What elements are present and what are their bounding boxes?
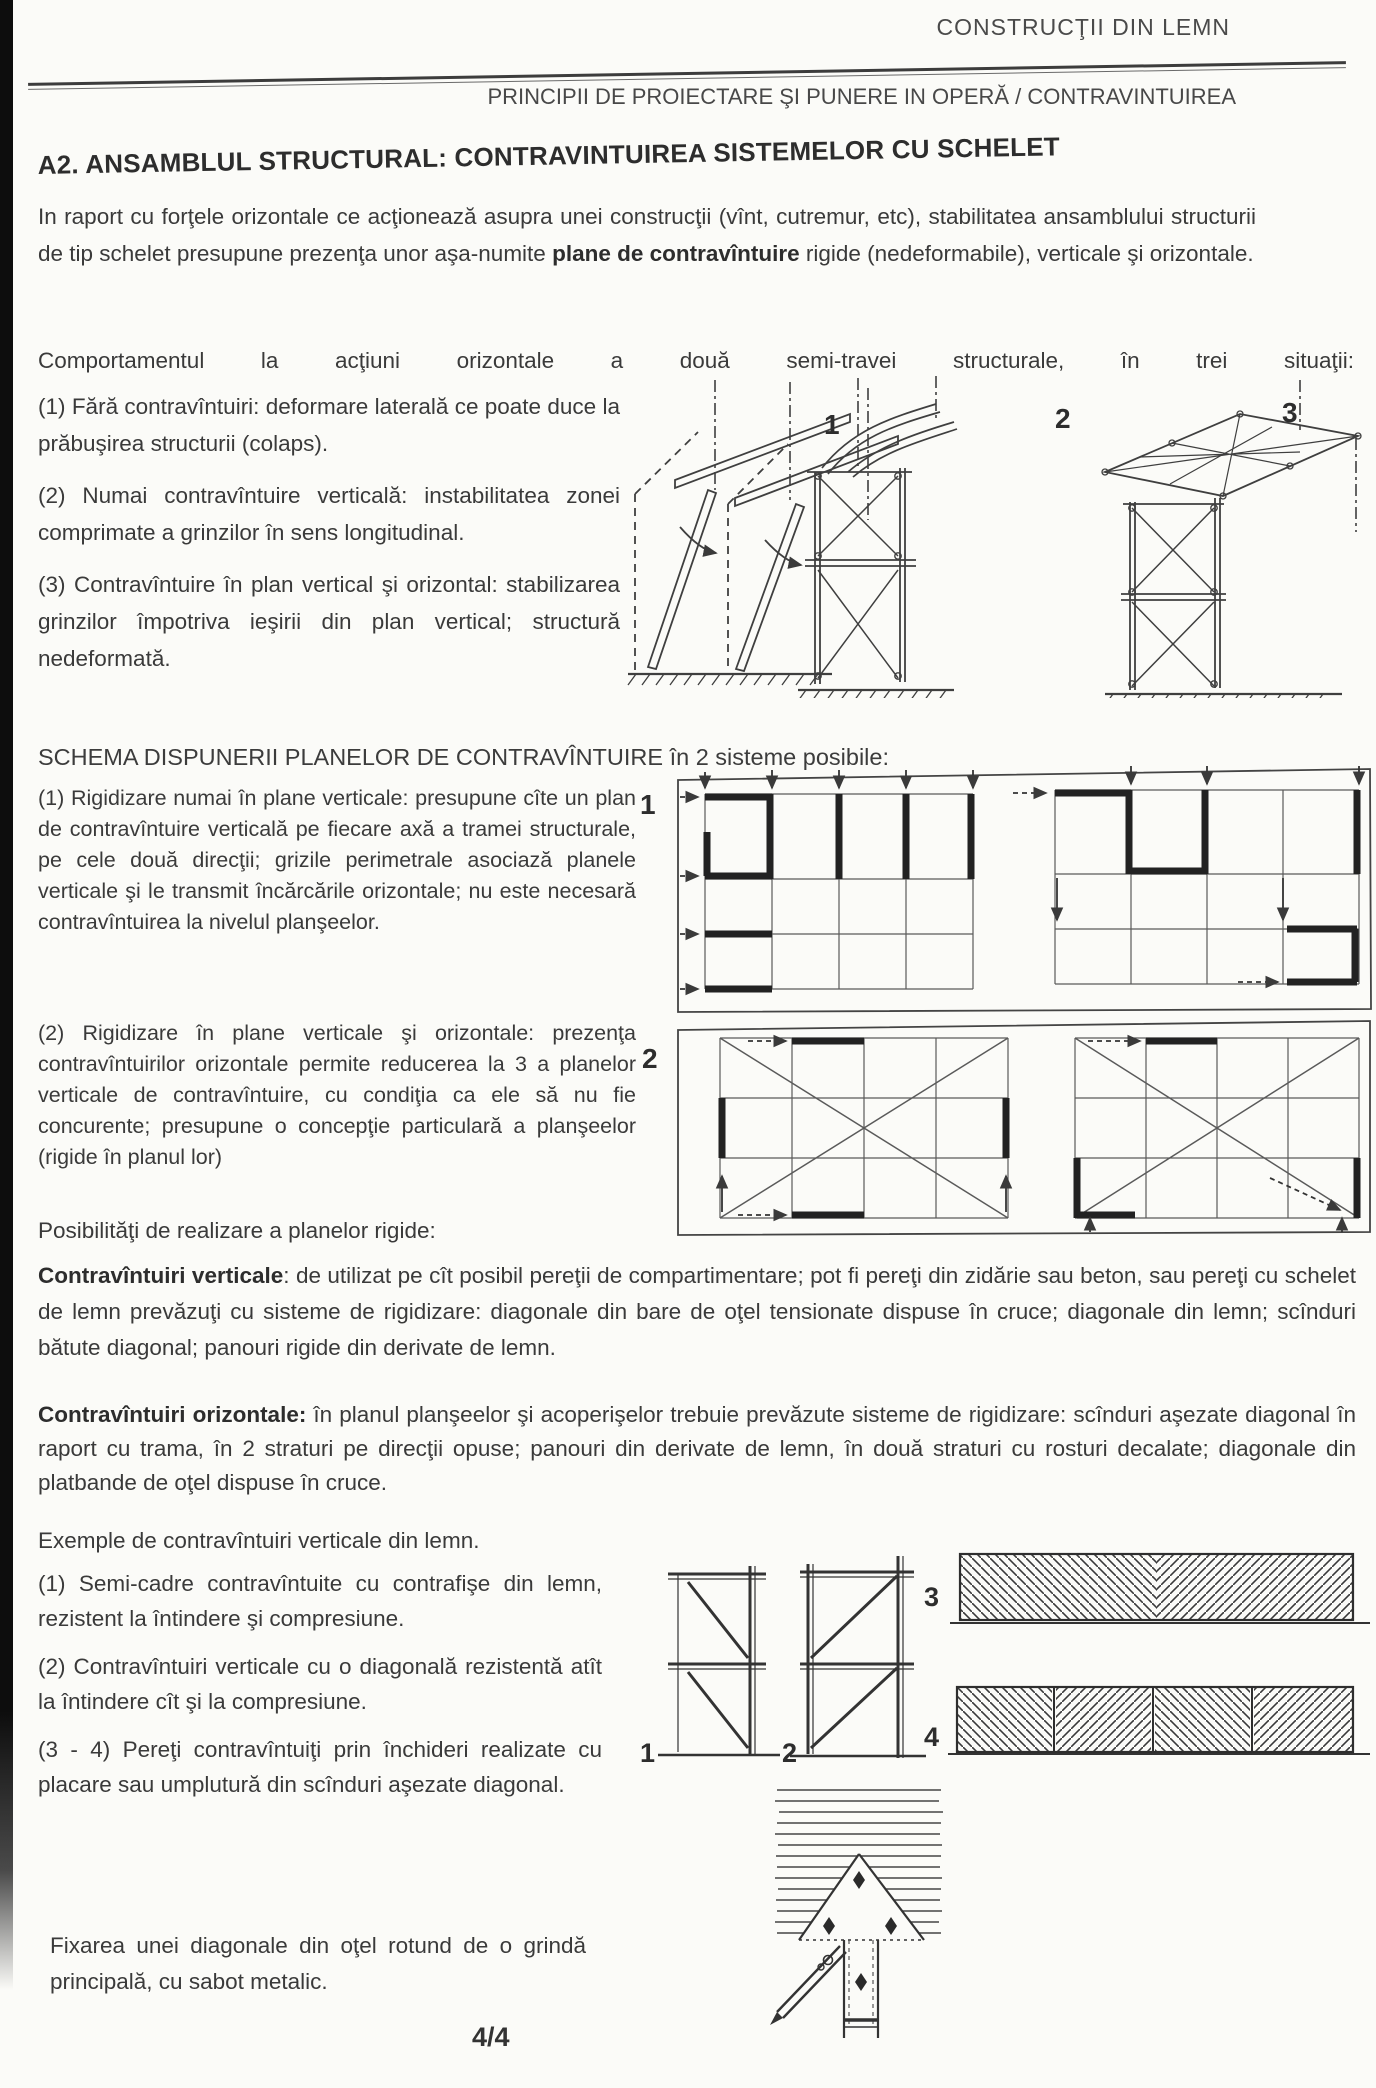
item-number: (1) — [38, 786, 65, 810]
paragraph-vertical-bracing — [38, 1258, 1356, 1366]
lead-in-bold: Contravîntuiri verticale — [38, 1263, 284, 1288]
plan1-right-bracing — [1055, 790, 1357, 982]
list-item — [38, 1732, 602, 1802]
item-number: (1) — [38, 1571, 66, 1596]
panel-herringbone — [950, 1554, 1370, 1623]
figure-steel-diagonal-detail — [755, 1786, 955, 2044]
item-text: Contravîntuire în plan vertical şi orizontal: stabilizarea grinzilor împotriva ieşirii din plan vertical; structură nedeformată. — [38, 572, 620, 671]
lead-in-bold: Contravîntuiri orizontale: — [38, 1402, 307, 1427]
example-label-2: 2 — [782, 1738, 798, 1768]
frame-knee-braces — [658, 1566, 780, 1755]
item-text: Numai contravîntuire verticală: instabilitatea zonei comprimate a grinzilor în sens longitudinal. — [38, 483, 620, 545]
item-number: (3 - 4) — [38, 1737, 111, 1762]
example-label-1: 1 — [640, 1738, 656, 1768]
paragraph-horizontal-bracing — [38, 1398, 1356, 1500]
scan-edge-artifact — [0, 0, 13, 1990]
behavior-lead: Comportamentul la acţiuni orizontale a două semi-travei structurale, în trei situaţii: — [38, 348, 1354, 373]
item-text: Semi-cadre contravîntuite cu contrafişe din lemn, rezistent la întindere şi compresiune. — [38, 1571, 602, 1631]
schema-item-2 — [38, 1018, 636, 1173]
item-text: Rigidizare în plane verticale şi orizontale: prezenţa contravîntuirilor orizontale permite reducerea la 3 a planelor verticale de contravîntuire, cu condiţia ca ele să nu fie concurente; presupune o concepţie particulară a planşeelor (rigide în planul lor) — [38, 1021, 636, 1169]
example-label-4: 4 — [924, 1722, 940, 1752]
item-number: (2) — [38, 1021, 65, 1045]
example-label-3: 3 — [924, 1582, 940, 1612]
list-item — [38, 388, 620, 462]
item-number: (2) — [38, 1654, 66, 1679]
item-text: Fără contravîntuiri: deformare laterală ce poate duce la prăbuşirea structurii (colaps). — [38, 394, 620, 456]
intro-paragraph — [38, 198, 1256, 272]
round-steel-diagonal — [770, 1946, 846, 2025]
list-item — [38, 1649, 602, 1719]
reaction-arrows — [722, 1041, 1342, 1232]
sketch-full-bracing — [1102, 380, 1361, 698]
frame-diagonals — [790, 1556, 926, 1758]
figure-behavior-sketches — [600, 372, 1376, 698]
timber-post — [844, 1940, 878, 2038]
list-item — [38, 566, 620, 677]
panel-diagonal-boards — [948, 1687, 1370, 1754]
header-course-title: CONSTRUCŢII DIN LEMN — [936, 14, 1230, 40]
schema-item-1 — [38, 783, 636, 938]
examples-heading: Exemple de contravîntuiri verticale din lemn. — [38, 1528, 480, 1553]
intro-part2: rigide (nedeformabile), verticale şi orizontale. — [799, 241, 1254, 266]
header-rule — [28, 61, 1346, 86]
detail-caption: Fixarea unei diagonale din oţel rotund de o grindă principală, cu sabot metalic. — [50, 1933, 586, 1994]
item-number: (2) — [38, 483, 66, 508]
schema-heading: SCHEMA DISPUNERII PLANELOR DE CONTRAVÎNTUIRE în 2 sisteme posibile: — [38, 744, 890, 770]
plan-label-1: 1 — [640, 789, 656, 820]
examples-list — [38, 1566, 602, 1815]
item-number: (1) — [38, 394, 66, 419]
list-item — [38, 1566, 602, 1636]
figure-label-3: 3 — [1282, 397, 1298, 428]
load-arrows — [680, 766, 1359, 989]
schema-note: Posibilităţi de realizare a planelor rigide: — [38, 1218, 436, 1243]
page-number: 4/4 — [472, 2022, 510, 2052]
plan1-left-bracing — [705, 794, 971, 989]
paragraph-text: : de utilizat pe cît posibil pereţii de compartimentare; pot fi pereţi din zidărie sau beton, sau pereţi cu schelet de lemn prevăzuţi cu sisteme de rigidizare: diagonale din bare de oţel tensionate dispuse în cruce; diagonale din lemn; scînduri bătute diagonal; panouri rigide din derivate de lemn. — [38, 1263, 1356, 1360]
behavior-list — [38, 388, 620, 692]
intro-part1: In raport cu forţele orizontale ce acţionează asupra unei construcţii (vînt, cutremur, etc), stabilitatea ansamblului structurii de tip schelet presupune prezenţa unor aşa-numite — [38, 204, 1256, 266]
figure-label-1: 1 — [824, 409, 840, 440]
section-title: A2. ANSAMBLUL STRUCTURAL: CONTRAVINTUIREA SISTEMELOR CU SCHELET — [37, 131, 1061, 181]
item-number: (3) — [38, 572, 66, 597]
figure-plan-system-1 — [630, 762, 1374, 1014]
paragraph-text: în planul planşeelor şi acoperişelor trebuie prevăzute sisteme de rigidizare: scînduri aşezate diagonal în raport cu trama, în 2 straturi pe direcţii opuse; panouri din derivate de lemn, în două straturi cu rosturi decalate; diagonale din platbande de oţel dispuse în cruce. — [38, 1402, 1356, 1495]
figure-plan-system-2 — [630, 1016, 1374, 1238]
item-text: Contravîntuiri verticale cu o diagonală rezistentă atît la întindere cît şi la compresiune. — [38, 1654, 602, 1714]
plan-box-border — [678, 769, 1371, 1012]
plan2-right-grid — [1075, 1038, 1359, 1218]
list-item — [38, 477, 620, 551]
plan-box-border — [678, 1021, 1370, 1235]
figure-label-2: 2 — [1055, 403, 1071, 434]
item-text: Rigidizare numai în plane verticale: presupune cîte un plan de contravîntuire verticală pe fiecare axă a tramei structurale, pe cele două direcţii; grizile perimetrale asociază planele verticale şi le transmit încărcările orizontale; nu este necesară contravîntuirea la nivelul planşeelor. — [38, 786, 636, 934]
item-text: Pereţi contravîntuiţi prin închideri realizate cu placare sau umplutură din scînduri aşezate diagonal. — [38, 1737, 602, 1797]
plan-label-2: 2 — [642, 1043, 658, 1074]
intro-bold: plane de contravîntuire — [552, 241, 800, 266]
figure-bracing-examples — [630, 1540, 1376, 1780]
plan2-left-grid — [720, 1038, 1008, 1218]
header-subtitle: PRINCIPII DE PROIECTARE ŞI PUNERE IN OPERĂ / CONTRAVINTUIREA — [487, 84, 1236, 109]
